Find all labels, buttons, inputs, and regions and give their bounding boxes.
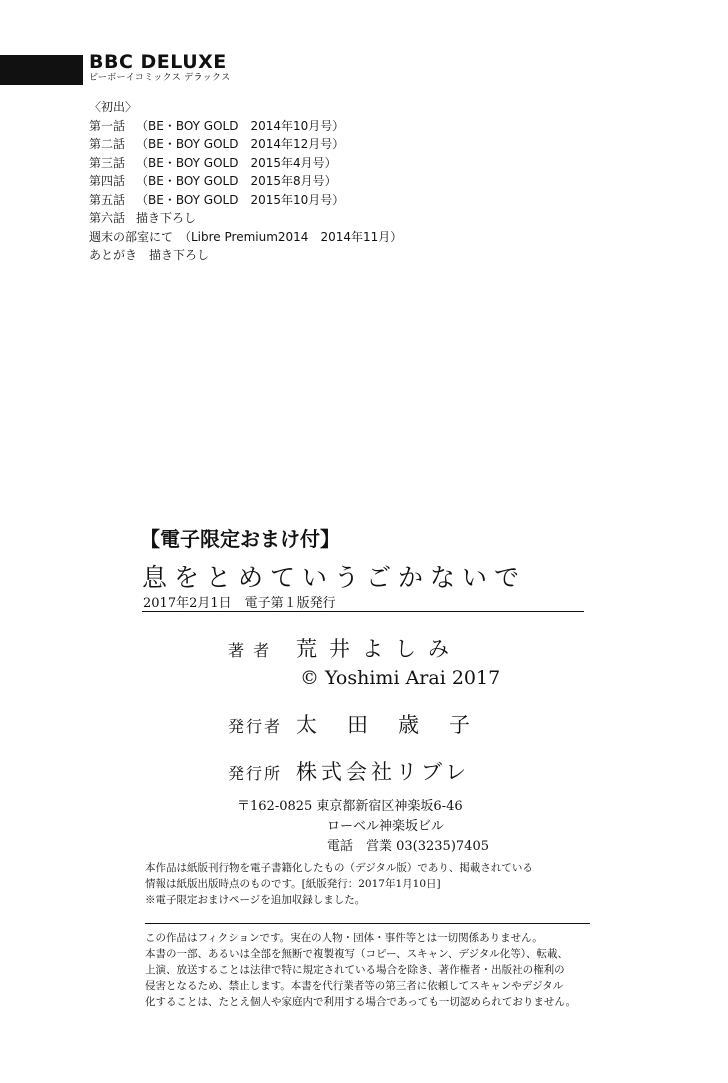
legal-notice: この作品はフィクションです。実在の人物・団体・事件等とは一切関係ありません。 本書の一部、あるいは全部を無断で複製複写（コピー、スキャン、デジタル化等）、転載、 上演、放送することは法律で特に規定されている場合を除き、著作権者・出版社の権利の 侵害となるため、禁止します。本書を代行業者等の第三者に依頼してスキャンやデジタル 化することは、たとえ個人や家庭内で利用する場合であっても一切認められておりません。 <box>145 923 590 1010</box>
author-row <box>228 633 461 663</box>
address-line: 〒162-0825 東京都新宿区神楽坂6-46 <box>237 799 463 814</box>
brand-kana: ビーボーイコミックス デラックス <box>89 73 231 83</box>
bonus-label: 【電子限定おまけ付】 <box>140 527 340 551</box>
first-publication-list <box>89 98 402 265</box>
brand-name: BBC DELUXE <box>89 51 227 73</box>
publisher-label: 発行所 <box>228 764 283 783</box>
publisher-address <box>237 797 489 857</box>
list-item: 第五話 （BE・BOY GOLD 2015年10月号） <box>89 192 345 207</box>
publisher-row <box>228 756 470 786</box>
first-publication-heading: 〈初出〉 <box>89 100 138 114</box>
publisher-person-label: 発行者 <box>228 717 283 736</box>
author-name: 荒井よしみ <box>296 637 461 661</box>
book-title: 息をとめていうごかないで <box>142 563 527 592</box>
digital-edition-note: 本作品は紙版刊行物を電子書籍化したもの（デジタル版）であり、掲載されている 情報は紙版出版時点のものです。[紙版発行：2017年1月10日] ※電子限定おまけページを追加収録しました。 <box>145 862 533 906</box>
publisher-person-row <box>228 709 500 739</box>
list-item: 第四話 （BE・BOY GOLD 2015年8月号） <box>89 174 337 188</box>
publisher-name: 株式会社リブレ <box>296 760 471 784</box>
divider <box>142 611 584 612</box>
address-line: ローベル神楽坂ビル <box>327 819 445 834</box>
release-date: 2017年2月1日 電子第１版発行 <box>143 596 336 611</box>
list-item: 第一話 （BE・BOY GOLD 2014年10月号） <box>89 118 345 133</box>
list-item: 週末の部室にて （Libre Premium2014 2014年11月） <box>89 229 403 244</box>
address-line: 電話 営業 03(3235)7405 <box>327 839 489 854</box>
list-item: あとがき 描き下ろし <box>89 248 210 262</box>
list-item: 第三話 （BE・BOY GOLD 2015年4月号） <box>89 155 337 170</box>
copyright: © Yoshimi Arai 2017 <box>300 667 501 689</box>
brand-logo <box>89 52 230 84</box>
list-item: 第六話 描き下ろし <box>89 211 197 225</box>
list-item: 第二話 （BE・BOY GOLD 2014年12月号） <box>89 137 345 151</box>
author-label: 著 者 <box>228 641 272 660</box>
brand-logo-bar <box>0 55 83 85</box>
publisher-person-name: 太田歳子 <box>296 713 500 737</box>
